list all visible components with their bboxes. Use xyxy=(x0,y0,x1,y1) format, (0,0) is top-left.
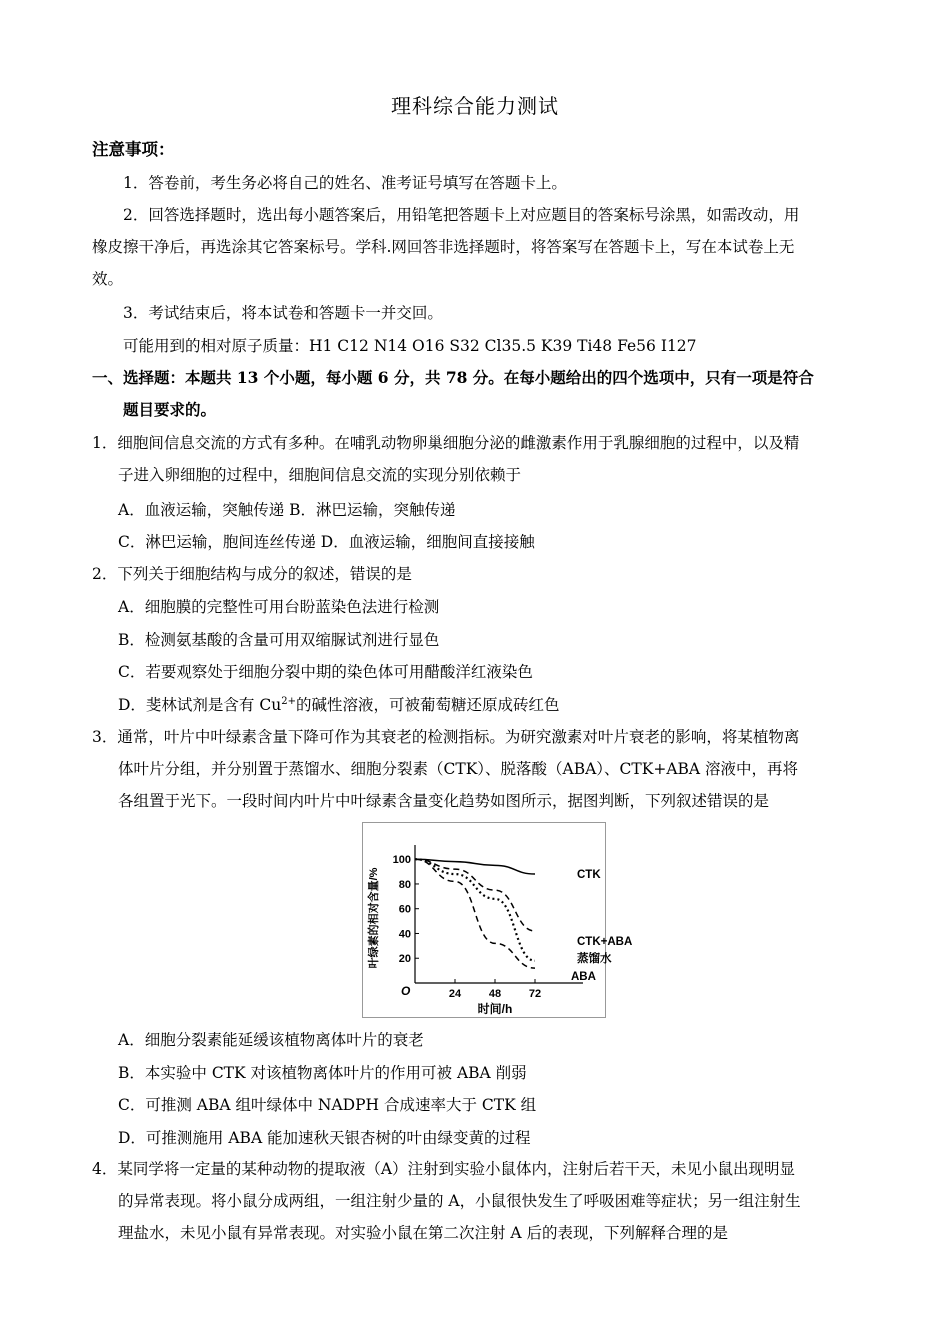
question-2-option-a: A．细胞膜的完整性可用台盼蓝染色法进行检测 xyxy=(118,598,440,616)
notice-item-2-cont: 橡皮擦干净后，再选涂其它答案标号。学科.网回答非选择题时，将答案写在答题卡上，写在本试卷上无 xyxy=(92,238,795,256)
x-tick-label: 24 xyxy=(448,988,462,1000)
chlorophyll-chart xyxy=(362,822,633,1018)
question-3-option-b: B．本实验中 CTK 对该植物离体叶片的作用可被 ABA 削弱 xyxy=(118,1064,527,1082)
question-1-line-1: 1．细胞间信息交流的方式有多种。在哺乳动物卵巢细胞分泌的雌激素作用于乳腺细胞的过程中，以及精 xyxy=(92,434,800,452)
series-line-3 xyxy=(415,859,535,961)
question-3-line-1: 3．通常，叶片中叶绿素含量下降可作为其衰老的检测指标。为研究激素对叶片衰老的影响，将某植物离 xyxy=(92,728,800,746)
question-2-stem: 2．下列关于细胞结构与成分的叙述，错误的是 xyxy=(92,565,412,583)
y-tick-label: 20 xyxy=(398,953,411,966)
series-label-4: ABA xyxy=(571,971,596,984)
question-2-option-d xyxy=(118,693,559,715)
question-1-options-cd: C．淋巴运输，胞间连丝传递 D．血液运输，细胞间直接接触 xyxy=(118,533,535,551)
question-4-line-1: 4．某同学将一定量的某种动物的提取液（A）注射到实验小鼠体内，注射后若干天，未见小鼠出现明显 xyxy=(92,1160,796,1178)
question-1-options-ab: A．血液运输，突触传递 B．淋巴运输，突触传递 xyxy=(118,501,456,519)
notice-item-2: 2．回答选择题时，选出每小题答案后，用铅笔把答题卡上对应题目的答案标号涂黑，如需改动，用 xyxy=(123,206,800,224)
question-1-line-2: 子进入卵细胞的过程中，细胞间信息交流的实现分别依赖于 xyxy=(118,466,522,484)
question-3-line-3: 各组置于光下。一段时间内叶片中叶绿素含量变化趋势如图所示，据图判断，下列叙述错误的是 xyxy=(118,792,770,810)
question-4-line-2: 的异常表现。将小鼠分成两组，一组注射少量的 A，小鼠很快发生了呼吸困难等症状；另一组注射生 xyxy=(118,1192,801,1210)
y-tick-label: 80 xyxy=(398,878,411,891)
section-heading: 一、选择题：本题共 13 个小题，每小题 6 分，共 78 分。在每小题给出的四个选项中，只有一项是符合 xyxy=(92,368,814,387)
series-label-2: CTK+ABA xyxy=(577,936,633,948)
question-4-line-3: 理盐水，未见小鼠有异常表现。对实验小鼠在第二次注射 A 后的表现，下列解释合理的是 xyxy=(118,1224,729,1242)
question-3-line-2: 体叶片分组，并分别置于蒸馏水、细胞分裂素（CTK）、脱落酸（ABA）、CTK+ABA 溶液中，再将 xyxy=(118,760,799,778)
superscript-charge: 2+ xyxy=(281,695,296,707)
option-d-suffix: 的碱性溶液，可被葡萄糖还原成砖红色 xyxy=(295,696,560,714)
series-label-1: CTK xyxy=(577,869,601,882)
y-tick-label: 60 xyxy=(398,903,411,916)
atomic-masses: 可能用到的相对原子质量：H1 C12 N14 O16 S32 Cl35.5 K39 Ti48 Fe56 I127 xyxy=(123,337,697,355)
notice-item-1: 1．答卷前，考生务必将自己的姓名、准考证号填写在答题卡上。 xyxy=(123,174,567,192)
notice-item-2-end: 效。 xyxy=(92,270,124,288)
series-label-3: 蒸馏水 xyxy=(577,952,612,965)
section-heading-cont: 题目要求的。 xyxy=(123,400,217,419)
y-axis-label: 叶绿素的相对含量/% xyxy=(368,867,380,969)
notice-item-3: 3．考试结束后，将本试卷和答题卡一并交回。 xyxy=(123,304,443,322)
chart-svg xyxy=(363,823,633,1017)
origin-label: O xyxy=(401,984,411,998)
question-3-option-a: A．细胞分裂素能延缓该植物离体叶片的衰老 xyxy=(118,1031,424,1049)
y-tick-label: 40 xyxy=(398,928,411,941)
question-3-option-d: D．可推测施用 ABA 能加速秋天银杏树的叶由绿变黄的过程 xyxy=(118,1129,531,1147)
y-tick-label: 100 xyxy=(392,854,411,867)
series-line-1 xyxy=(415,859,535,874)
question-2-option-c: C．若要观察处于细胞分裂中期的染色体可用醋酸洋红液染色 xyxy=(118,663,533,681)
question-3-option-c: C．可推测 ABA 组叶绿体中 NADPH 合成速率大于 CTK 组 xyxy=(118,1096,537,1114)
x-axis-label: 时间/h xyxy=(477,1002,513,1016)
page-title: 理科综合能力测试 xyxy=(391,94,559,118)
x-tick-label: 72 xyxy=(528,988,542,1000)
option-d-prefix: D．斐林试剂是含有 Cu xyxy=(118,696,282,714)
question-2-option-b: B．检测氨基酸的含量可用双缩脲试剂进行显色 xyxy=(118,631,440,649)
x-tick-label: 48 xyxy=(488,988,502,1000)
notice-heading: 注意事项： xyxy=(92,140,175,159)
